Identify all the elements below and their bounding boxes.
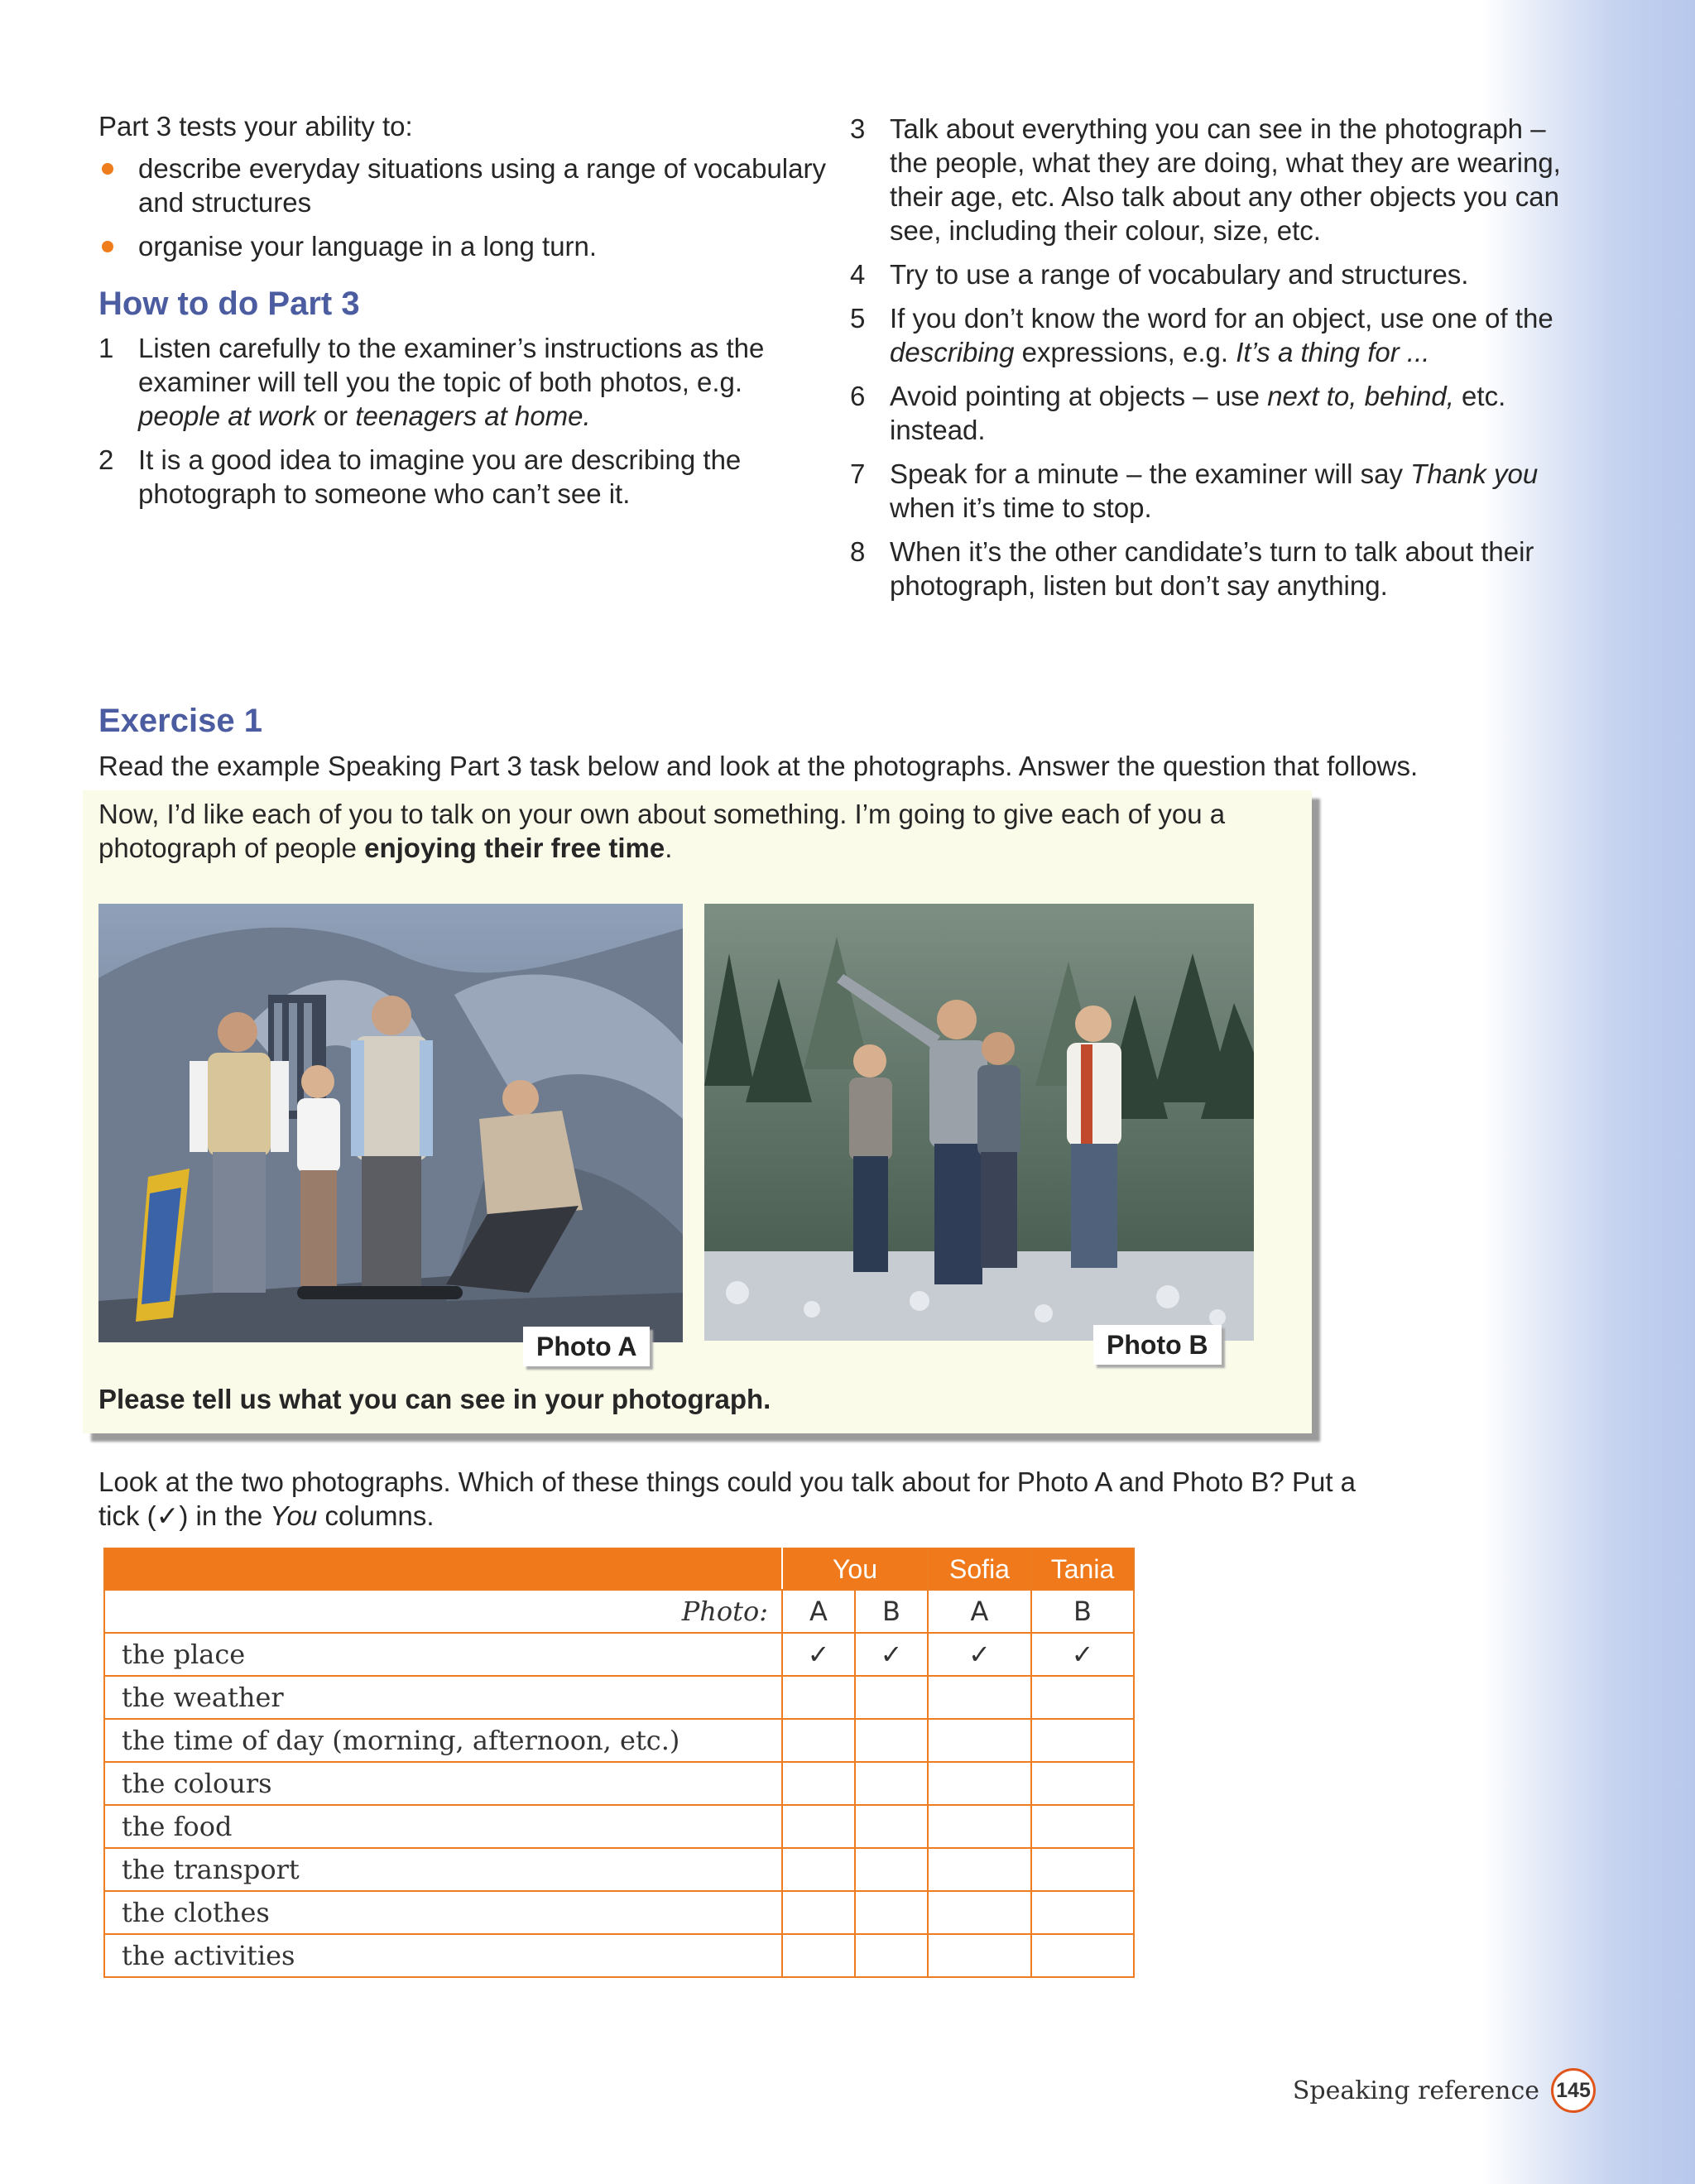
tick-cell[interactable] [782, 1891, 855, 1934]
tick-icon: ✓ [156, 1500, 180, 1531]
item-cell: the clothes [104, 1891, 782, 1934]
step-item: 5 If you don’t know the word for an object, use one of the describing expressions, e.g. It’s a thing for ... [850, 303, 1553, 367]
table-row [104, 1719, 1134, 1762]
photo-col-cell: B [1031, 1590, 1134, 1633]
intro-lead: Part 3 tests your ability to: [98, 111, 413, 142]
header-tania: Tania [1031, 1548, 1134, 1590]
tick-cell[interactable] [855, 1934, 928, 1977]
steps-list-right [850, 112, 1562, 612]
tick-cell[interactable] [782, 1934, 855, 1977]
exercise-question-text: Look at the two photographs. Which of these things could you talk about for Photo A and Photo B? Put a tick (✓) in the You columns. [98, 1466, 1356, 1531]
exercise-heading: Exercise 1 [98, 703, 262, 739]
table-row [104, 1891, 1134, 1934]
photo-col-cell: A [928, 1590, 1031, 1633]
table-row [104, 1805, 1134, 1848]
tick-cell[interactable] [782, 1805, 855, 1848]
tick-cell[interactable] [855, 1805, 928, 1848]
step-item: 6 Avoid pointing at objects – use next to, behind, etc. instead. [850, 381, 1506, 445]
intro-section [98, 109, 827, 273]
tick-cell [928, 1719, 1031, 1762]
intro-bullet-list [98, 151, 827, 263]
tick-cell [1031, 1934, 1134, 1977]
tick-table [103, 1548, 1135, 1978]
tick-cell [928, 1762, 1031, 1805]
tick-cell[interactable] [782, 1676, 855, 1719]
step-item: 7 Speak for a minute – the examiner will say Thank you when it’s time to stop. [850, 458, 1539, 523]
tick-cell: ✓ [928, 1633, 1031, 1676]
tick-cell [1031, 1676, 1134, 1719]
tick-cell [1031, 1891, 1134, 1934]
tick-cell[interactable] [855, 1719, 928, 1762]
table-row [104, 1934, 1134, 1977]
tick-cell [1031, 1719, 1134, 1762]
tick-cell[interactable] [782, 1719, 855, 1762]
item-cell: the place [104, 1633, 782, 1676]
section-label: Speaking reference [1292, 2076, 1539, 2105]
tick-cell [928, 1848, 1031, 1891]
tick-cell[interactable] [782, 1762, 855, 1805]
tick-cell: ✓ [782, 1633, 855, 1676]
tick-cell [928, 1676, 1031, 1719]
header-sofia: Sofia [928, 1548, 1031, 1590]
tick-cell [928, 1934, 1031, 1977]
tick-cell[interactable] [855, 1676, 928, 1719]
photo-b-image [704, 904, 1254, 1341]
item-cell: the food [104, 1805, 782, 1848]
item-cell: the activities [104, 1934, 782, 1977]
bullet-dot-icon [102, 163, 113, 175]
bullet-dot-icon [102, 241, 113, 252]
tick-cell[interactable] [782, 1848, 855, 1891]
exercise-instruction: Read the example Speaking Part 3 task below and look at the photographs. Answer the question that follows. [98, 751, 1419, 781]
photo-row [104, 1590, 1134, 1633]
step-item: 3 Talk about everything you can see in the photograph – the people, what they are doing, what they are wearing, their age, etc. Also talk about any other objects you can see, including their colour, size, etc. [850, 113, 1561, 246]
tick-cell [1031, 1805, 1134, 1848]
tick-cell[interactable] [855, 1891, 928, 1934]
step-item: 1 Listen carefully to the examiner’s instructions as the examiner will tell you the topic of both photos, e.g. people at work or teenagers at home. [98, 333, 765, 431]
table-header-row [104, 1548, 1134, 1590]
list-item: organise your language in a long turn. [98, 229, 827, 263]
photo-col-cell: B [855, 1590, 928, 1633]
header-blank-cell [104, 1548, 782, 1590]
task-question: Please tell us what you can see in your photograph. [98, 1384, 771, 1414]
table-row [104, 1676, 1134, 1719]
item-cell: the time of day (morning, afternoon, etc.) [104, 1719, 782, 1762]
item-cell: the weather [104, 1676, 782, 1719]
list-item: describe everyday situations using a range of vocabulary and structures [98, 151, 827, 219]
how-to-heading: How to do Part 3 [98, 286, 360, 322]
photo-b-label: Photo B [1093, 1325, 1222, 1365]
photo-col-cell: A [782, 1590, 855, 1633]
step-item: 4 Try to use a range of vocabulary and structures. [850, 259, 1469, 290]
tick-cell: ✓ [855, 1633, 928, 1676]
photo-a-image [98, 904, 683, 1342]
tick-cell [928, 1805, 1031, 1848]
tick-cell: ✓ [1031, 1633, 1134, 1676]
page-number: 145 [1551, 2068, 1596, 2113]
tick-cell[interactable] [855, 1848, 928, 1891]
page-footer [1293, 2068, 1596, 2113]
item-cell: the colours [104, 1762, 782, 1805]
photo-a-label: Photo A [523, 1327, 650, 1366]
tick-cell [1031, 1848, 1134, 1891]
step-item: 2 It is a good idea to imagine you are describing the photograph to someone who can’t see it. [98, 444, 742, 509]
header-you: You [782, 1548, 928, 1590]
tick-cell [928, 1891, 1031, 1934]
table-row [104, 1762, 1134, 1805]
step-item: 8 When it’s the other candidate’s turn to talk about their photograph, listen but don’t say anything. [850, 536, 1534, 601]
steps-list-left [98, 331, 794, 521]
table-row [104, 1633, 1134, 1676]
table-row [104, 1848, 1134, 1891]
photo-caption-cell: Photo: [104, 1590, 782, 1633]
tick-cell[interactable] [855, 1762, 928, 1805]
tick-cell [1031, 1762, 1134, 1805]
item-cell: the transport [104, 1848, 782, 1891]
task-intro: Now, I’d like each of you to talk on your own about something. I’m going to give each of you a photograph of people enjoying their free time. [98, 799, 1226, 863]
